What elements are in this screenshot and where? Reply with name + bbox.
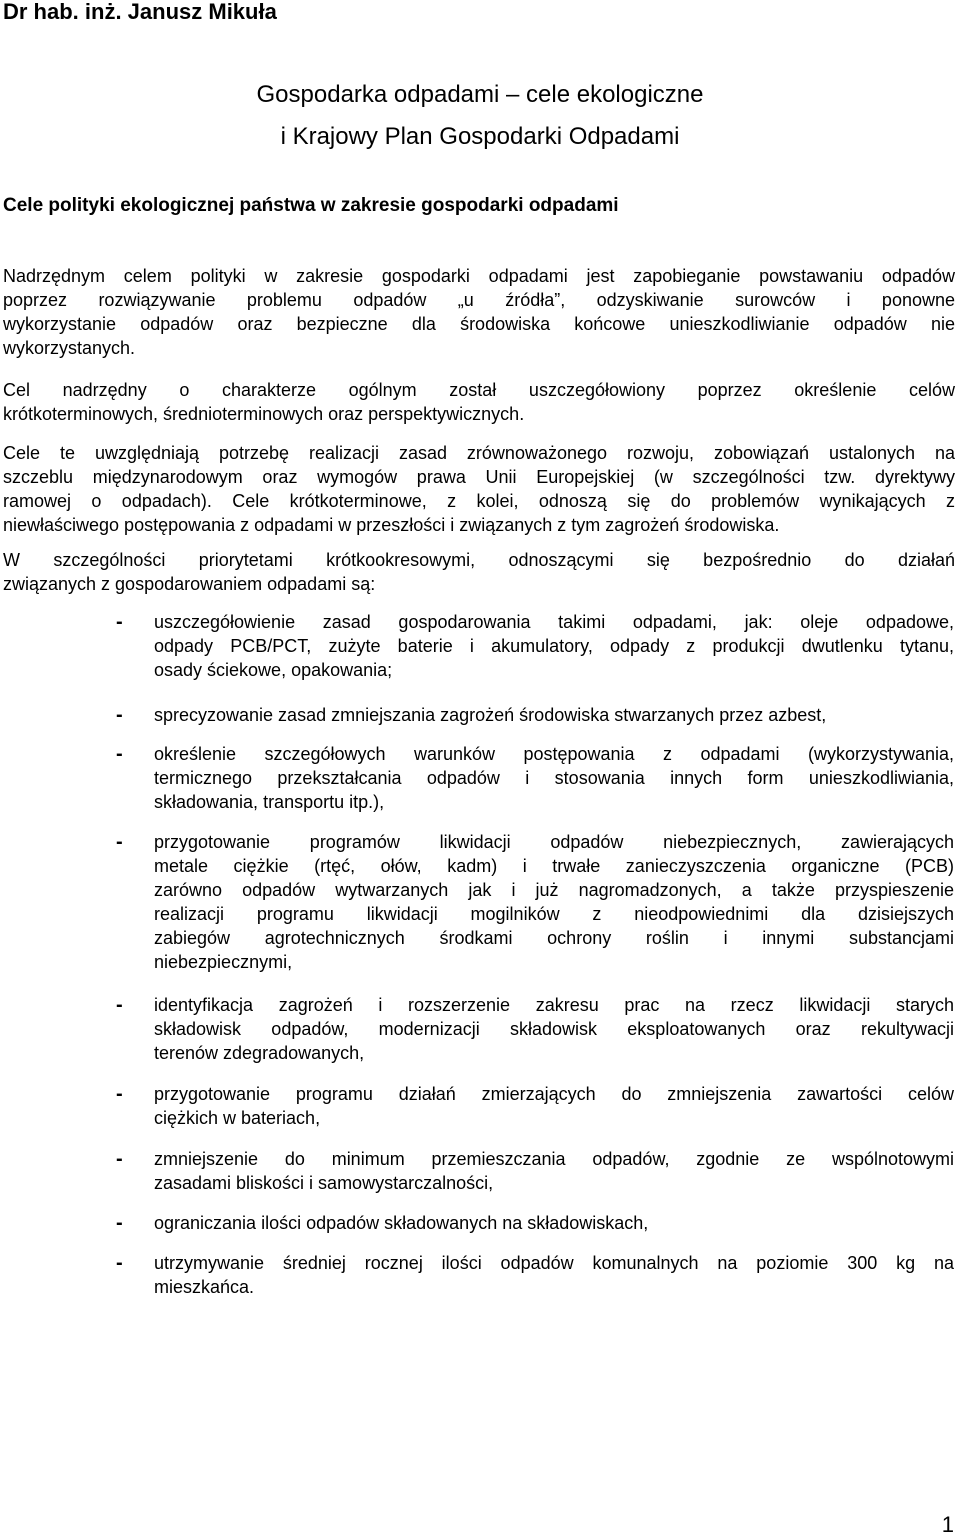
paragraph-line: szczeblu międzynarodowym oraz wymogów prawa Unii Europejskiej (w szczególności tzw. dyrektywy bbox=[3, 467, 955, 487]
paragraph-priorities-intro bbox=[3, 548, 955, 596]
list-item-line: składowania, transportu itp.), bbox=[154, 792, 385, 812]
bullet-dash: - bbox=[116, 1212, 123, 1234]
list-item-line: zasadami bliskości i samowystarczalności, bbox=[154, 1173, 494, 1193]
list-item-line: zabiegów agrotechnicznych środkami ochrony roślin i innymi substancjami bbox=[154, 928, 954, 948]
list-item-line: metale ciężkie (rtęć, ołów, kadm) i trwałe zanieczyszczenia organiczne (PCB) bbox=[154, 856, 954, 876]
list-item-line: ograniczania ilości odpadów składowanych na składowiskach, bbox=[154, 1213, 649, 1233]
paragraph-line: niewłaściwego postępowania z odpadami w przeszłości i związanych z tym zagrożeń środowiska. bbox=[3, 515, 780, 535]
list-item-line: zarówno odpadów wytwarzanych jak i już nagromadzonych, a także przyspieszenie bbox=[154, 880, 954, 900]
paragraph-line: ramowej o odpadach). Cele krótkoterminowe, z kolei, odnoszą się do problemów wynikających z bbox=[3, 491, 955, 511]
paragraph-line: W szczególności priorytetami krótkookresowymi, odnoszącymi się bezpośrednio do działań bbox=[3, 550, 955, 570]
paragraph-line: krótkoterminowych, średnioterminowych oraz perspektywicznych. bbox=[3, 404, 525, 424]
paragraph-line: Cel nadrzędny o charakterze ogólnym został uszczegółowiony poprzez określenie celów bbox=[3, 380, 955, 400]
title-line-1: Gospodarka odpadami – cele ekologiczne bbox=[256, 81, 704, 108]
list-item-text bbox=[154, 1147, 954, 1195]
bullet-dash: - bbox=[116, 1083, 123, 1105]
list-item-line: termicznego przekształcania odpadów i stosowania innych form unieszkodliwiania, bbox=[154, 768, 954, 788]
list-item-text bbox=[154, 610, 954, 682]
list-item-line: sprecyzowanie zasad zmniejszania zagrożeń środowiska stwarzanych przez azbest, bbox=[154, 705, 827, 725]
list-item-line: określenie szczegółowych warunków postępowania z odpadami (wykorzystywania, bbox=[154, 744, 954, 764]
list-item-line: utrzymywanie średniej rocznej ilości odpadów komunalnych na poziomie 300 kg na bbox=[154, 1253, 954, 1273]
paragraph-line: poprzez rozwiązywanie problemu odpadów „u źródła”, odzyskiwanie surowców i ponowne bbox=[3, 290, 955, 310]
list-item-text bbox=[154, 993, 954, 1065]
paragraph-line: wykorzystanie odpadów oraz bezpieczne dla środowiska końcowe unieszkodliwianie odpadów nie bbox=[3, 314, 955, 334]
list-item-text bbox=[154, 1251, 954, 1299]
list-item-line: składowisk odpadów, modernizacji składowisk eksploatowanych oraz rekultywacji bbox=[154, 1019, 954, 1039]
document-title bbox=[0, 74, 960, 158]
bullet-dash: - bbox=[116, 704, 123, 726]
list-item-line: niebezpiecznymi, bbox=[154, 952, 293, 972]
list-item-line: uszczegółowienie zasad gospodarowania takimi odpadami, jak: oleje odpadowe, bbox=[154, 612, 954, 632]
list-item-text bbox=[154, 830, 954, 974]
list-item-line: ciężkich w bateriach, bbox=[154, 1108, 321, 1128]
paragraph-sustainable-development bbox=[3, 441, 955, 537]
paragraph-line: związanych z gospodarowaniem odpadami są: bbox=[3, 574, 376, 594]
list-item-line: realizacji programu likwidacji mogilników z nieodpowiednimi dla dzisiejszych bbox=[154, 904, 954, 924]
bullet-dash: - bbox=[116, 611, 123, 633]
title-line-2: i Krajowy Plan Gospodarki Odpadami bbox=[280, 123, 680, 150]
paragraph-line: Cele te uwzględniają potrzebę realizacji zasad zrównoważonego rozwoju, zobowiązań ustalonych na bbox=[3, 443, 955, 463]
bullet-dash: - bbox=[116, 1252, 123, 1274]
list-item-text bbox=[154, 1211, 954, 1235]
paragraph-line: Nadrzędnym celem polityki w zakresie gospodarki odpadami jest zapobieganie powstawaniu odpadów bbox=[3, 266, 955, 286]
bullet-dash: - bbox=[116, 1148, 123, 1170]
list-item-text bbox=[154, 703, 954, 727]
bullet-dash: - bbox=[116, 994, 123, 1016]
bullet-dash: - bbox=[116, 831, 123, 853]
list-item-line: przygotowanie programów likwidacji odpadów niebezpiecznych, zawierających bbox=[154, 832, 954, 852]
bullet-dash: - bbox=[116, 743, 123, 765]
paragraph-line: wykorzystanych. bbox=[3, 338, 136, 358]
list-item-line: mieszkańca. bbox=[154, 1277, 255, 1297]
page-number: 1 bbox=[941, 1512, 954, 1537]
list-item-line: terenów zdegradowanych, bbox=[154, 1043, 365, 1063]
author-name: Dr hab. inż. Janusz Mikuła bbox=[3, 0, 277, 24]
section-heading: Cele polityki ekologicznej państwa w zakresie gospodarki odpadami bbox=[3, 195, 619, 216]
list-item-line: identyfikacja zagrożeń i rozszerzenie zakresu prac na rzecz likwidacji starych bbox=[154, 995, 954, 1015]
list-item-line: przygotowanie programu działań zmierzających do zmniejszenia zawartości celów bbox=[154, 1084, 954, 1104]
list-item-text bbox=[154, 742, 954, 814]
list-item-line: zmniejszenie do minimum przemieszczania odpadów, zgodnie ze wspólnotowymi bbox=[154, 1149, 954, 1169]
list-item-text bbox=[154, 1082, 954, 1130]
paragraph-detailed-goals bbox=[3, 378, 955, 426]
list-item-line: osady ściekowe, opakowania; bbox=[154, 660, 393, 680]
list-item-line: odpady PCB/PCT, zużyte baterie i akumulatory, odpady z produkcji dwutlenku tytanu, bbox=[154, 636, 954, 656]
paragraph-main-goal bbox=[3, 264, 955, 360]
